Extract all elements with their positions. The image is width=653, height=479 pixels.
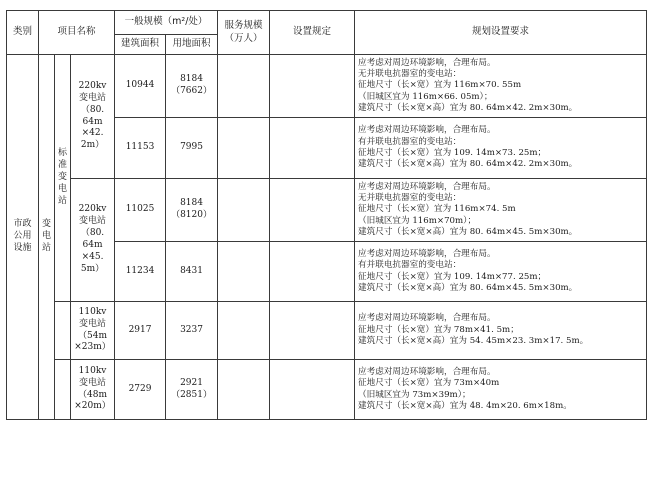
land-area-cell	[166, 302, 218, 360]
substation-name-line: 变电站	[79, 92, 107, 103]
building-area-cell: 11153	[115, 118, 166, 179]
planning-spec-table	[6, 10, 647, 420]
substation-name-line: 110kv	[78, 306, 107, 317]
table-row	[7, 179, 647, 242]
header-service-scale-line-2: （万人）	[224, 32, 263, 44]
requirement-line: 无并联电抗器室的变电站：	[358, 68, 462, 79]
building-area-cell: 11234	[115, 242, 166, 302]
requirement-line: （旧城区宜为 116m×70m）；	[358, 215, 477, 226]
subgroup-label-char: 标	[57, 148, 67, 159]
requirement-line: 建筑尺寸（长×宽×高）宜为 80. 64m×42. 2m×30m。	[358, 103, 578, 114]
requirement-line: 征地尺寸（长×宽）宜为 116m×70. 55m	[358, 80, 522, 91]
category-line: 设施	[13, 242, 32, 253]
land-area-value: 8184	[180, 74, 203, 85]
service-scale-cell	[218, 302, 270, 360]
table-row	[7, 302, 647, 360]
land-area-cell	[166, 179, 218, 242]
service-scale-cell	[218, 179, 270, 242]
substation-name-line: （80. 64m	[80, 228, 105, 250]
setting-rule-cell	[270, 179, 355, 242]
service-scale-cell	[218, 55, 270, 118]
subgroup-blank-cell	[55, 302, 71, 360]
requirement-line: 无并联电抗器室的变电站：	[358, 192, 462, 203]
setting-rule-cell	[270, 302, 355, 360]
land-area-value: 8184	[180, 198, 203, 209]
group-label-char: 变	[41, 219, 51, 230]
header-general-scale: 一般规模（m²/处）	[115, 11, 218, 35]
requirement-cell	[355, 118, 647, 179]
group-label-cell	[39, 55, 55, 420]
setting-rule-cell	[270, 242, 355, 302]
subgroup-label-char: 准	[57, 160, 67, 171]
category-line: 公用	[13, 231, 32, 242]
table-row	[7, 360, 647, 420]
service-scale-cell	[218, 360, 270, 420]
setting-rule-cell	[270, 360, 355, 420]
building-area-cell: 10944	[115, 55, 166, 118]
requirement-line: 征地尺寸（长×宽）宜为 78m×41. 5m；	[358, 324, 519, 335]
requirement-line: 征地尺寸（长×宽）宜为 116m×74. 5m	[358, 204, 516, 215]
requirement-cell	[355, 360, 647, 420]
substation-name-line: （80. 64m	[80, 104, 105, 127]
group-label-char: 电	[41, 231, 51, 242]
requirement-line: 建筑尺寸（长×宽×高）宜为 80. 64m×45. 5m×30m。	[358, 227, 578, 238]
land-area-cell	[166, 242, 218, 302]
requirement-cell	[355, 55, 647, 118]
requirement-line: 应考虑对周边环境影响，合理布局。	[358, 313, 496, 324]
substation-name-line: 变电站	[79, 318, 107, 329]
land-area-value: 7995	[180, 142, 203, 153]
header-category: 类别	[7, 11, 39, 55]
subgroup-blank-cell	[55, 360, 71, 420]
land-area-note: （7662）	[171, 86, 212, 96]
substation-name-line: ×42. 2m）	[80, 128, 105, 151]
substation-name-line: ×23m）	[74, 342, 111, 353]
substation-name-cell	[71, 302, 115, 360]
land-area-value: 8431	[180, 265, 203, 276]
requirement-line: 应考虑对周边环境影响，合理布局。	[358, 57, 496, 68]
substation-name-line: ×20m）	[74, 401, 111, 412]
building-area-cell: 2729	[115, 360, 166, 420]
subgroup-label-char: 变	[57, 172, 67, 183]
subgroup-label-cell	[55, 55, 71, 302]
substation-name-line: （48m	[78, 389, 107, 400]
requirement-line: （旧城区宜为 116m×66. 05m）；	[358, 91, 493, 102]
requirement-line: 建筑尺寸（长×宽×高）宜为 54. 45m×23. 3m×17. 5m。	[358, 336, 589, 347]
land-area-cell	[166, 360, 218, 420]
requirement-line: 建筑尺寸（长×宽×高）宜为 48. 4m×20. 6m×18m。	[358, 400, 572, 411]
requirement-line: 建筑尺寸（长×宽×高）宜为 80. 64m×45. 5m×30m。	[358, 282, 578, 293]
subgroup-label-char: 站	[57, 195, 67, 206]
service-scale-cell	[218, 118, 270, 179]
header-service-scale-line-1: 服务规模	[224, 19, 263, 31]
requirement-cell	[355, 179, 647, 242]
requirement-line: 应考虑对周边环境影响，合理布局。	[358, 181, 496, 192]
requirement-line: 应考虑对周边环境影响，合理布局。	[358, 248, 496, 259]
substation-name-line: ×45. 5m）	[80, 251, 105, 274]
substation-name-cell	[71, 179, 115, 302]
requirement-line: 应考虑对周边环境影响，合理布局。	[358, 125, 496, 136]
requirement-line: 有并联电抗器室的变电站：	[358, 136, 462, 147]
setting-rule-cell	[270, 118, 355, 179]
requirement-line: 应考虑对周边环境影响，合理布局。	[358, 366, 496, 377]
requirement-line: 建筑尺寸（长×宽×高）宜为 80. 64m×42. 2m×30m。	[358, 159, 578, 170]
requirement-cell	[355, 302, 647, 360]
category-line: 市政	[13, 219, 32, 230]
header-item-name: 项目名称	[39, 11, 115, 55]
substation-name-cell	[71, 55, 115, 179]
substation-name-cell	[71, 360, 115, 420]
table-row	[7, 55, 647, 118]
substation-name-line: 变电站	[79, 216, 107, 227]
service-scale-cell	[218, 242, 270, 302]
header-land-area: 用地面积	[166, 35, 218, 55]
header-service-scale	[218, 11, 270, 55]
category-cell	[7, 55, 39, 420]
requirement-line: （旧城区宜为 73m×39m）；	[358, 389, 471, 400]
land-area-note: （8120）	[171, 210, 212, 220]
substation-name-line: 220kv	[78, 204, 107, 215]
header-planning-requirement: 规划设置要求	[355, 11, 647, 55]
requirement-line: 征地尺寸（长×宽）宜为 109. 14m×77. 25m；	[358, 271, 547, 282]
substation-name-line: 变电站	[79, 377, 107, 388]
land-area-note: （2851）	[171, 389, 212, 400]
land-area-cell	[166, 118, 218, 179]
requirement-cell	[355, 242, 647, 302]
building-area-cell: 11025	[115, 179, 166, 242]
land-area-cell	[166, 55, 218, 118]
subgroup-label-char: 电	[57, 183, 67, 194]
substation-name-line: 220kv	[78, 80, 107, 91]
land-area-value: 3237	[180, 324, 203, 335]
substation-name-line: 110kv	[78, 365, 107, 376]
header-setting-rule: 设置规定	[270, 11, 355, 55]
requirement-line: 有并联电抗器室的变电站：	[358, 260, 462, 271]
setting-rule-cell	[270, 55, 355, 118]
land-area-value: 2921	[180, 377, 203, 388]
requirement-line: 征地尺寸（长×宽）宜为 73m×40m	[358, 378, 500, 389]
group-label-char: 站	[41, 242, 51, 253]
substation-name-line: （54m	[78, 330, 107, 341]
header-building-area: 建筑面积	[115, 35, 166, 55]
requirement-line: 征地尺寸（长×宽）宜为 109. 14m×73. 25m；	[358, 148, 547, 158]
building-area-cell: 2917	[115, 302, 166, 360]
